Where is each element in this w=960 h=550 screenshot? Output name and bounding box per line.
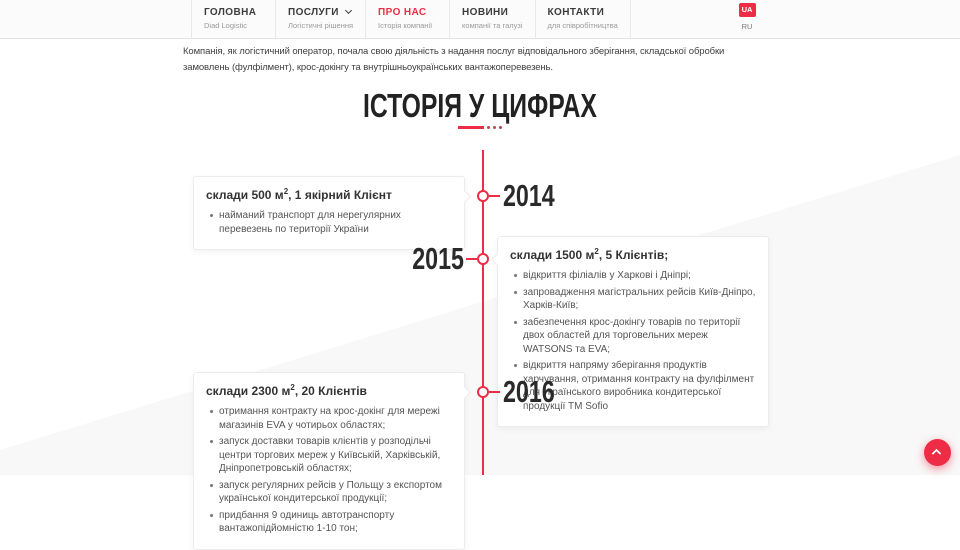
timeline-bullet: отримання контракту на крос-докінг для мережі магазинів EVA у чотирьох областях; [219,405,452,432]
timeline-tick-2014 [489,195,500,197]
timeline-marker-2015 [477,253,489,265]
timeline-marker-2014 [477,190,489,202]
card-title: склади 500 $м^2$, 1 якірний Клієнт [206,187,392,202]
decoration-dot [487,126,490,129]
nav-item-about[interactable] [365,0,449,38]
nav-item-subtitle: Історія компанії [378,21,433,30]
card-title: склади 2300 $м^2$, 20 Клієнтів [206,383,367,398]
timeline-tick-2015 [466,258,477,260]
decoration-line [458,126,484,129]
nav-item-services[interactable] [275,0,365,38]
card-arrow [491,253,504,266]
nav-item-home[interactable] [191,0,275,38]
nav-item-title: НОВИНИ [462,7,509,18]
scroll-to-top-button[interactable] [924,439,951,466]
nav-item-title: ГОЛОВНА [204,7,257,18]
timeline-card-2016 [193,372,465,550]
card-bullet-list [206,209,452,236]
card-title: склади 1500 $м^2$, 5 Клієнтів; [510,247,669,262]
timeline-bullet: забезпечення крос-докінгу товарів по території двох областей для торговельних мереж WATSONS та EVA; [523,316,756,357]
timeline-year-2014: 2014 [503,178,555,213]
card-arrow [458,190,471,203]
nav-item-title: ПРО НАС [378,7,427,18]
nav-item-subtitle: Diad Logistic [204,21,247,30]
nav-item-subtitle: для співробітництва [547,21,618,30]
timeline-marker-2016 [477,386,489,398]
timeline-bullet: придбання 9 одиниць автотранспорту вантажопідйомністю 1-10 тон; [219,509,452,536]
nav-item-title: КОНТАКТИ [547,7,605,18]
timeline-card-2014 [193,176,465,250]
decoration-dot [493,126,496,129]
timeline-bullet: відкриття філіалів у Харкові і Дніпрі; [523,269,756,283]
timeline-year-2016: 2016 [503,374,555,409]
top-navbar [0,0,960,39]
timeline-bullet: запровадження магістральних рейсів Київ-Дніпро, Харків-Київ; [523,286,756,311]
timeline-bullet: найманий транспорт для нерегулярних перевезень по території України [219,209,452,236]
nav-item-title: ПОСЛУГИ [288,7,353,18]
timeline-year-2015: 2015 [412,241,464,276]
intro-paragraph: Компанія, як логістичний оператор, почала свою діяльність з надання послуг відповідального зберігання, складської обробки замовлень (фулфілмент), крос-докінгу та внутрішньоукраїнських вантажоперевезень. [183,46,725,73]
language-ru-button[interactable]: RU [741,22,753,31]
timeline-bullet: запуск доставки товарів клієнтів у розподільчі центри торгових мереж у Київській, Харківській, Дніпропетровській областях; [219,435,452,476]
language-ua-button[interactable]: UA [739,3,756,17]
timeline-bullet: відкриття напряму зберігання продуктів харчування, отримання контракту на фулфілмент для українського виробника кондитерської продукції TM Sofio [523,360,755,412]
nav-item-subtitle: компанії та галузі [462,21,523,30]
timeline-bullet: запуск регулярних рейсів у Польщу з експортом української кондитерської продукції; [219,479,452,506]
timeline-tick-2016 [489,391,500,393]
chevron-up-icon [932,449,942,459]
title-decoration [0,126,960,129]
nav-items [191,0,631,38]
section-title: ІСТОРІЯ У ЦИФРАХ [363,87,597,124]
chevron-down-icon [345,7,352,14]
decoration-dot [499,126,502,129]
card-bullet-list [206,405,452,536]
language-switcher [736,3,758,31]
nav-item-subtitle: Логістичні рішення [288,21,354,30]
nav-item-news[interactable] [449,0,534,38]
nav-item-contacts[interactable] [535,0,631,38]
